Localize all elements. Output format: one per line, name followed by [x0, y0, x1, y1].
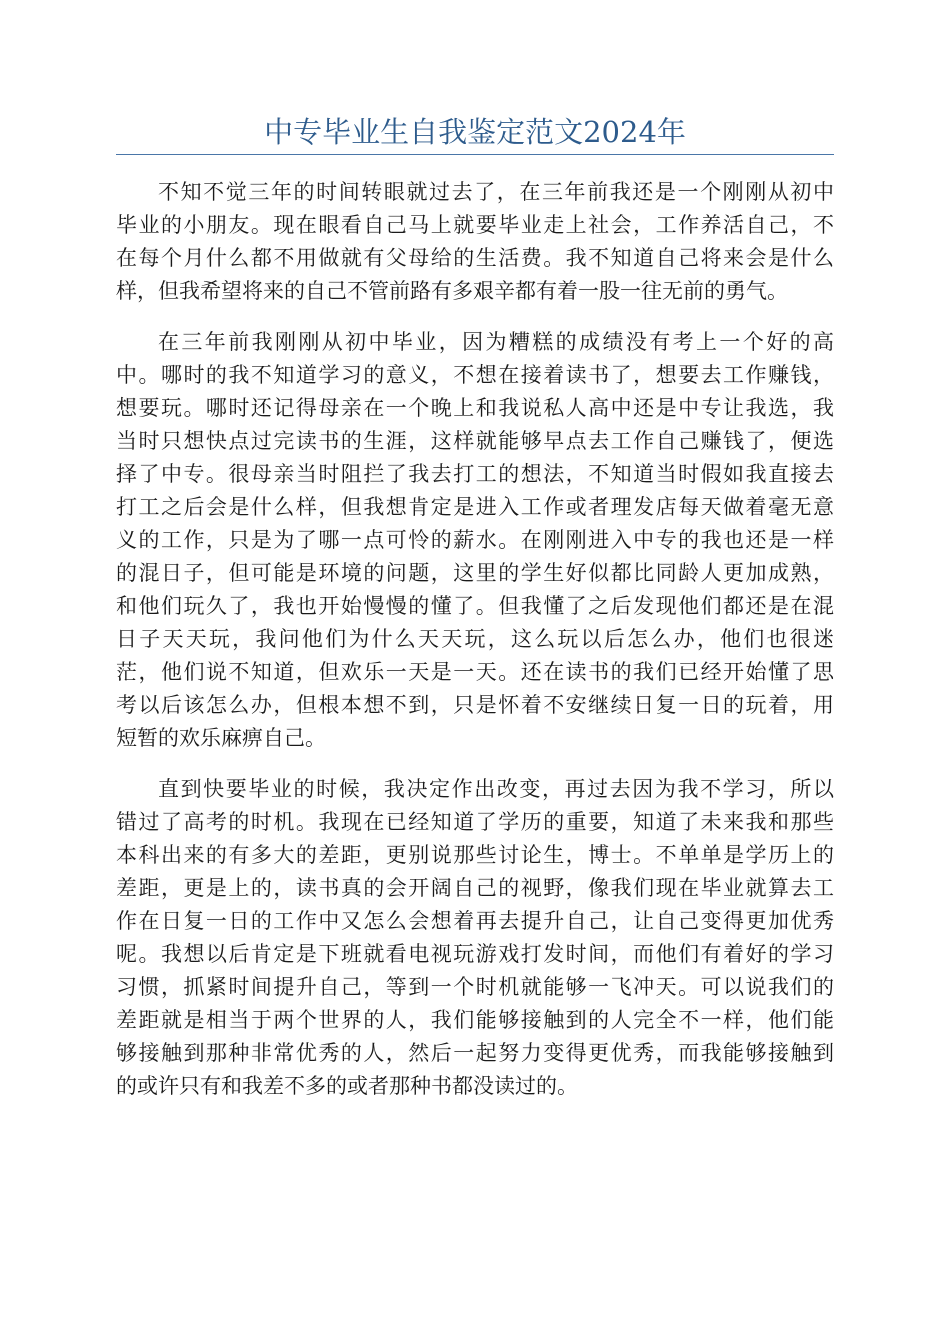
paragraph-line: 当时只想快点过完读书的生涯，这样就能够早点去工作自己赚钱了，便选	[116, 429, 834, 453]
paragraph-line: 在三年前我刚刚从初中毕业，因为糟糕的成绩没有考上一个好的高	[158, 330, 834, 354]
paragraph-line: 想要玩。哪时还记得母亲在一个晚上和我说私人高中还是中专让我选，我	[116, 396, 834, 420]
paragraph-1	[116, 176, 834, 308]
paragraph-line: 错过了高考的时机。我现在已经知道了学历的重要，知道了未来我和那些	[116, 810, 834, 834]
paragraph-line: 打工之后会是什么样，但我想肯定是进入工作或者理发店每天做着毫无意	[116, 495, 834, 519]
paragraph-line: 中。哪时的我不知道学习的意义，不想在接着读书了，想要去工作赚钱，	[116, 363, 834, 387]
paragraph-line: 够接触到那种非常优秀的人，然后一起努力变得更优秀，而我能够接触到	[116, 1041, 834, 1065]
paragraph-line: 直到快要毕业的时候，我决定作出改变，再过去因为我不学习，所以	[158, 777, 834, 801]
paragraph-line: 不知不觉三年的时间转眼就过去了，在三年前我还是一个刚刚从初中	[158, 180, 834, 204]
paragraph-line: 毕业的小朋友。现在眼看自己马上就要毕业走上社会，工作养活自己，不	[116, 213, 834, 237]
paragraph-line: 义的工作，只是为了哪一点可怜的薪水。在刚刚进入中专的我也还是一样	[116, 528, 834, 552]
document-body	[116, 176, 834, 1121]
paragraph-line: 择了中专。很母亲当时阻拦了我去打工的想法，不知道当时假如我直接去	[116, 462, 834, 486]
paragraph-line: 短暂的欢乐麻痹自己。	[116, 726, 326, 750]
paragraph-line: 的混日子，但可能是环境的问题，这里的学生好似都比同龄人更加成熟，	[116, 561, 834, 585]
paragraph-line: 样，但我希望将来的自己不管前路有多艰辛都有着一股一往无前的勇气。	[116, 279, 788, 303]
paragraph-line: 呢。我想以后肯定是下班就看电视玩游戏打发时间，而他们有着好的学习	[116, 942, 834, 966]
paragraph-line: 日子天天玩，我问他们为什么天天玩，这么玩以后怎么办，他们也很迷	[116, 627, 834, 651]
paragraph-2	[116, 326, 834, 755]
paragraph-line: 差距，更是上的，读书真的会开阔自己的视野，像我们现在毕业就算去工	[116, 876, 834, 900]
paragraph-line: 在每个月什么都不用做就有父母给的生活费。我不知道自己将来会是什么	[116, 246, 834, 270]
paragraph-line: 习惯，抓紧时间提升自己，等到一个时机就能够一飞冲天。可以说我们的	[116, 975, 834, 999]
title-underline	[116, 154, 834, 155]
paragraph-line: 差距就是相当于两个世界的人，我们能够接触到的人完全不一样，他们能	[116, 1008, 834, 1032]
paragraph-line: 茫，他们说不知道，但欢乐一天是一天。还在读书的我们已经开始懂了思	[116, 660, 834, 684]
paragraph-line: 考以后该怎么办，但根本想不到，只是怀着不安继续日复一日的玩着，用	[116, 693, 834, 717]
paragraph-line: 和他们玩久了，我也开始慢慢的懂了。但我懂了之后发现他们都还是在混	[116, 594, 834, 618]
paragraph-line: 的或许只有和我差不多的或者那种书都没读过的。	[116, 1074, 578, 1098]
paragraph-line: 作在日复一日的工作中又怎么会想着再去提升自己，让自己变得更加优秀	[116, 909, 834, 933]
paragraph-3	[116, 773, 834, 1103]
paragraph-line: 本科出来的有多大的差距，更别说那些讨论生，博士。不单单是学历上的	[116, 843, 834, 867]
document-title: 中专毕业生自我鉴定范文2024年	[264, 115, 686, 149]
